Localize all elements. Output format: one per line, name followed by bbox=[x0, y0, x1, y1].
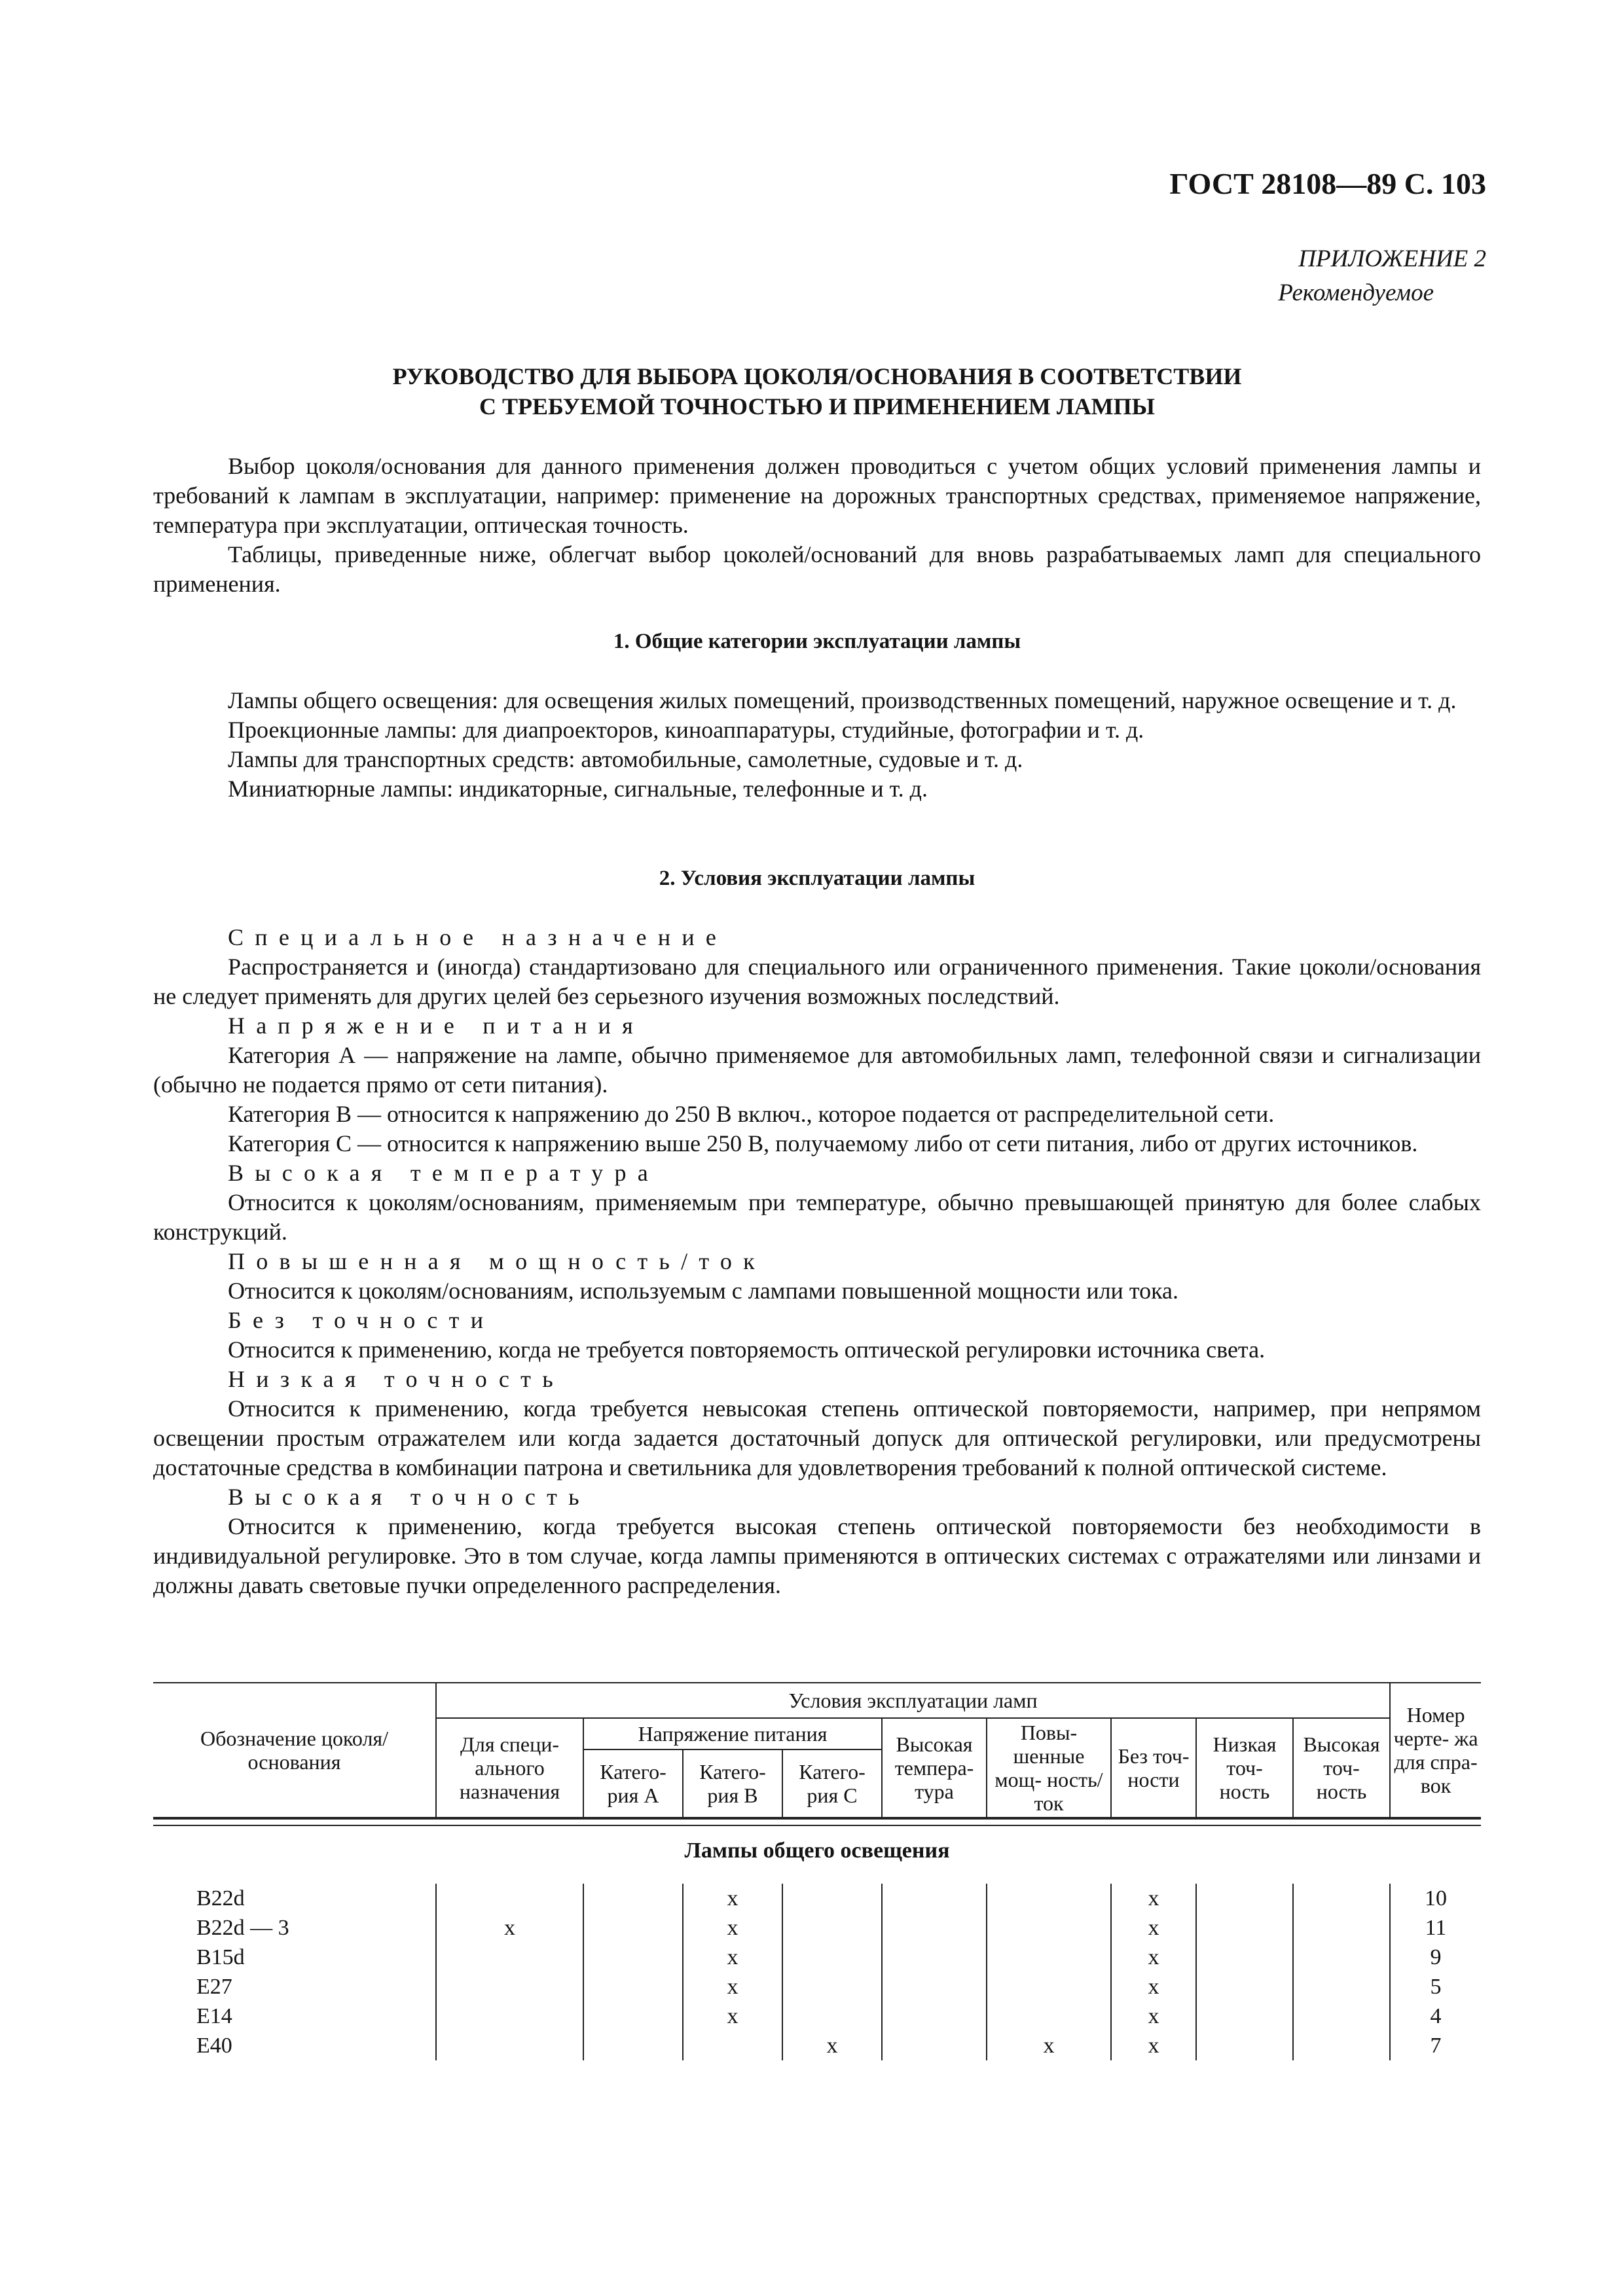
term-description: Категория С — относится к напряжению выше 250 В, получаемому либо от сети питания, либо от других источников. bbox=[228, 1130, 1418, 1157]
section-1-paragraph: Лампы для транспортных средств: автомобильные, самолетные, судовые и т. д. bbox=[228, 746, 1023, 772]
condition-mark-cell bbox=[882, 1943, 987, 1972]
term-special: Специальное назначение bbox=[228, 924, 728, 950]
condition-mark-cell bbox=[782, 1913, 882, 1943]
drawing-number-cell: 9 bbox=[1390, 1943, 1481, 1972]
drawing-number-cell: 4 bbox=[1390, 2001, 1481, 2031]
condition-mark-cell: x bbox=[683, 1943, 782, 1972]
condition-mark-cell bbox=[1293, 2001, 1390, 2031]
condition-mark-cell: x bbox=[987, 2031, 1111, 2060]
header-category-c: Катего- рия С bbox=[782, 1749, 882, 1818]
condition-mark-cell bbox=[583, 2001, 683, 2031]
title-line-1: РУКОВОДСТВО ДЛЯ ВЫБОРА ЦОКОЛЯ/ОСНОВАНИЯ В СООТВЕТСТВИИ bbox=[392, 363, 1242, 389]
condition-mark-cell bbox=[1293, 1972, 1390, 2001]
condition-mark-cell bbox=[1293, 1913, 1390, 1943]
condition-mark-cell: x bbox=[1111, 1943, 1196, 1972]
header-low-precision: Низкая точ- ность bbox=[1196, 1718, 1293, 1818]
header-high-temperature: Высокая темпера- тура bbox=[882, 1718, 987, 1818]
drawing-number-cell: 11 bbox=[1390, 1913, 1481, 1943]
term-description: Категория В — относится к напряжению до 250 В включ., которое подается от распределительной сети. bbox=[228, 1101, 1275, 1127]
condition-mark-cell bbox=[1196, 2031, 1293, 2060]
base-designation-cell: E40 bbox=[153, 2031, 436, 2060]
condition-mark-cell bbox=[987, 1943, 1111, 1972]
header-high-power: Повы- шенные мощ- ность/ток bbox=[987, 1718, 1111, 1818]
section-1-paragraph: Лампы общего освещения: для освещения жилых помещений, производственных помещений, наружное освещение и т. д. bbox=[228, 687, 1457, 713]
condition-mark-cell: x bbox=[683, 1972, 782, 2001]
term-low-precision: Низкая точность bbox=[228, 1366, 564, 1392]
condition-mark-cell bbox=[1196, 1884, 1293, 1913]
condition-mark-cell: x bbox=[1111, 1884, 1196, 1913]
term-description: Относится к цоколям/основаниям, применяемым при температуре, обычно превышающей принятую для более слабых конструкций. bbox=[153, 1189, 1481, 1245]
table-row bbox=[153, 1913, 1481, 1943]
table-row bbox=[153, 1943, 1481, 1972]
condition-mark-cell bbox=[436, 1884, 583, 1913]
table-body bbox=[153, 1884, 1481, 2060]
page-header: ГОСТ 28108—89 С. 103 bbox=[1169, 167, 1486, 200]
header-category-a: Катего- рия А bbox=[583, 1749, 683, 1818]
condition-mark-cell bbox=[782, 1972, 882, 2001]
condition-mark-cell bbox=[1196, 1943, 1293, 1972]
section-1-paragraph: Миниатюрные лампы: индикаторные, сигнальные, телефонные и т. д. bbox=[228, 776, 928, 802]
condition-mark-cell bbox=[583, 1884, 683, 1913]
condition-mark-cell bbox=[583, 1913, 683, 1943]
section-2-title: 2. Условия эксплуатации лампы bbox=[659, 867, 976, 890]
condition-mark-cell bbox=[882, 2031, 987, 2060]
condition-mark-cell bbox=[1293, 1943, 1390, 1972]
condition-mark-cell: x bbox=[436, 1913, 583, 1943]
base-designation-cell: E27 bbox=[153, 1972, 436, 2001]
intro-paragraph: Выбор цоколя/основания для данного применения должен проводиться с учетом общих условий применения лампы и требований к лампам в эксплуатации, например: применение на дорожных транспортных средствах, применяемое напряжение, температура при эксплуатации, оптическая точность. bbox=[153, 453, 1481, 538]
condition-mark-cell bbox=[987, 1884, 1111, 1913]
term-high-power: Повышенная мощность/ток bbox=[228, 1248, 766, 1274]
condition-mark-cell: x bbox=[683, 1884, 782, 1913]
condition-mark-cell bbox=[436, 2031, 583, 2060]
section-1-body bbox=[153, 686, 1481, 804]
table-header bbox=[153, 1682, 1481, 1818]
term-description: Относится к применению, когда не требуется повторяемость оптической регулировки источника света. bbox=[228, 1336, 1266, 1363]
condition-mark-cell bbox=[1196, 1913, 1293, 1943]
header-designation: Обозначение цоколя/основания bbox=[153, 1683, 436, 1818]
header-special-purpose: Для специ- ального назначения bbox=[436, 1718, 583, 1818]
condition-mark-cell bbox=[436, 1972, 583, 2001]
title-line-2: С ТРЕБУЕМОЙ ТОЧНОСТЬЮ И ПРИМЕНЕНИЕМ ЛАМПЫ bbox=[479, 393, 1155, 420]
condition-mark-cell bbox=[683, 2031, 782, 2060]
condition-mark-cell bbox=[1293, 2031, 1390, 2060]
condition-mark-cell: x bbox=[1111, 2001, 1196, 2031]
base-designation-cell: B22d — 3 bbox=[153, 1913, 436, 1943]
term-description: Относится к цоколям/основаниям, используемым с лампами повышенной мощности или тока. bbox=[228, 1278, 1179, 1304]
base-designation-cell: B22d bbox=[153, 1884, 436, 1913]
condition-mark-cell: x bbox=[1111, 1972, 1196, 2001]
appendix-status: Рекомендуемое bbox=[1278, 279, 1434, 306]
drawing-number-cell: 10 bbox=[1390, 1884, 1481, 1913]
table-row bbox=[153, 1884, 1481, 1913]
condition-mark-cell bbox=[583, 1943, 683, 1972]
base-selection-table bbox=[153, 1682, 1481, 2060]
condition-mark-cell bbox=[882, 1884, 987, 1913]
document-title bbox=[153, 361, 1481, 422]
condition-mark-cell: x bbox=[1111, 2031, 1196, 2060]
condition-mark-cell bbox=[1196, 1972, 1293, 2001]
condition-mark-cell bbox=[436, 2001, 583, 2031]
condition-mark-cell bbox=[987, 1913, 1111, 1943]
condition-mark-cell bbox=[882, 2001, 987, 2031]
appendix-number: ПРИЛОЖЕНИЕ 2 bbox=[1298, 245, 1486, 272]
appendix-label bbox=[1278, 242, 1486, 310]
condition-mark-cell bbox=[583, 1972, 683, 2001]
header-no-precision: Без точ- ности bbox=[1111, 1718, 1196, 1818]
intro bbox=[153, 452, 1481, 599]
term-voltage: Напряжение питания bbox=[228, 1013, 645, 1039]
condition-mark-cell: x bbox=[683, 1913, 782, 1943]
header-category-b: Катего- рия В bbox=[683, 1749, 782, 1818]
base-designation-cell: E14 bbox=[153, 2001, 436, 2031]
condition-mark-cell: x bbox=[683, 2001, 782, 2031]
header-drawing-number: Номер черте- жа для спра- вок bbox=[1390, 1683, 1481, 1818]
condition-mark-cell bbox=[583, 2031, 683, 2060]
term-description: Относится к применению, когда требуется высокая степень оптической повторяемости без необходимости в индивидуальной регулировке. Это в том случае, когда лампы применяются в оптических системах с отражателями или линзами и должны давать световые пучки определенного распределения. bbox=[153, 1513, 1481, 1598]
condition-mark-cell bbox=[987, 1972, 1111, 2001]
group-title: Лампы общего освещения bbox=[684, 1839, 950, 1863]
condition-mark-cell: x bbox=[1111, 1913, 1196, 1943]
table-row bbox=[153, 2001, 1481, 2031]
section-2-body bbox=[153, 923, 1481, 1600]
term-no-precision: Без точности bbox=[228, 1307, 495, 1333]
condition-mark-cell: x bbox=[782, 2031, 882, 2060]
header-voltage: Напряжение питания bbox=[583, 1718, 882, 1749]
table-row bbox=[153, 1972, 1481, 2001]
condition-mark-cell bbox=[882, 1972, 987, 2001]
term-high-precision: Высокая точность bbox=[228, 1484, 591, 1510]
condition-mark-cell bbox=[1293, 1884, 1390, 1913]
term-description: Распространяется и (иногда) стандартизовано для специального или ограниченного применения. Такие цоколи/основания не следует применять для других целей без серьезного изучения возможных последствий. bbox=[153, 954, 1481, 1009]
header-high-precision: Высокая точ- ность bbox=[1293, 1718, 1390, 1818]
header-double-rule bbox=[153, 1818, 1481, 1826]
header-conditions: Условия эксплуатации ламп bbox=[436, 1683, 1390, 1718]
term-description: Категория А — напряжение на лампе, обычно применяемое для автомобильных ламп, телефонной связи и сигнализации (обычно не подается прямо от сети питания). bbox=[153, 1042, 1481, 1098]
drawing-number-cell: 7 bbox=[1390, 2031, 1481, 2060]
section-1-title: 1. Общие категории эксплуатации лампы bbox=[613, 630, 1021, 653]
condition-mark-cell bbox=[782, 1943, 882, 1972]
condition-mark-cell bbox=[1196, 2001, 1293, 2031]
condition-mark-cell bbox=[882, 1913, 987, 1943]
condition-mark-cell bbox=[987, 2001, 1111, 2031]
condition-mark-cell bbox=[436, 1943, 583, 1972]
drawing-number-cell: 5 bbox=[1390, 1972, 1481, 2001]
intro-paragraph: Таблицы, приведенные ниже, облегчат выбор цоколей/оснований для вновь разрабатываемых ламп для специального применения. bbox=[153, 541, 1481, 597]
section-1-paragraph: Проекционные лампы: для диапроекторов, киноаппаратуры, студийные, фотографии и т. д. bbox=[228, 717, 1144, 743]
base-designation-cell: B15d bbox=[153, 1943, 436, 1972]
term-description: Относится к применению, когда требуется невысокая степень оптической повторяемости, например, при непрямом освещении простым отражателем или когда задается достаточный допуск для оптической регулировки, или предусмотрены достаточные средства в комбинации патрона и светильника для удовлетворения требований к полной оптической системе. bbox=[153, 1395, 1481, 1480]
condition-mark-cell bbox=[782, 1884, 882, 1913]
condition-mark-cell bbox=[782, 2001, 882, 2031]
table-row bbox=[153, 2031, 1481, 2060]
term-high-temperature: Высокая температура bbox=[228, 1160, 659, 1186]
